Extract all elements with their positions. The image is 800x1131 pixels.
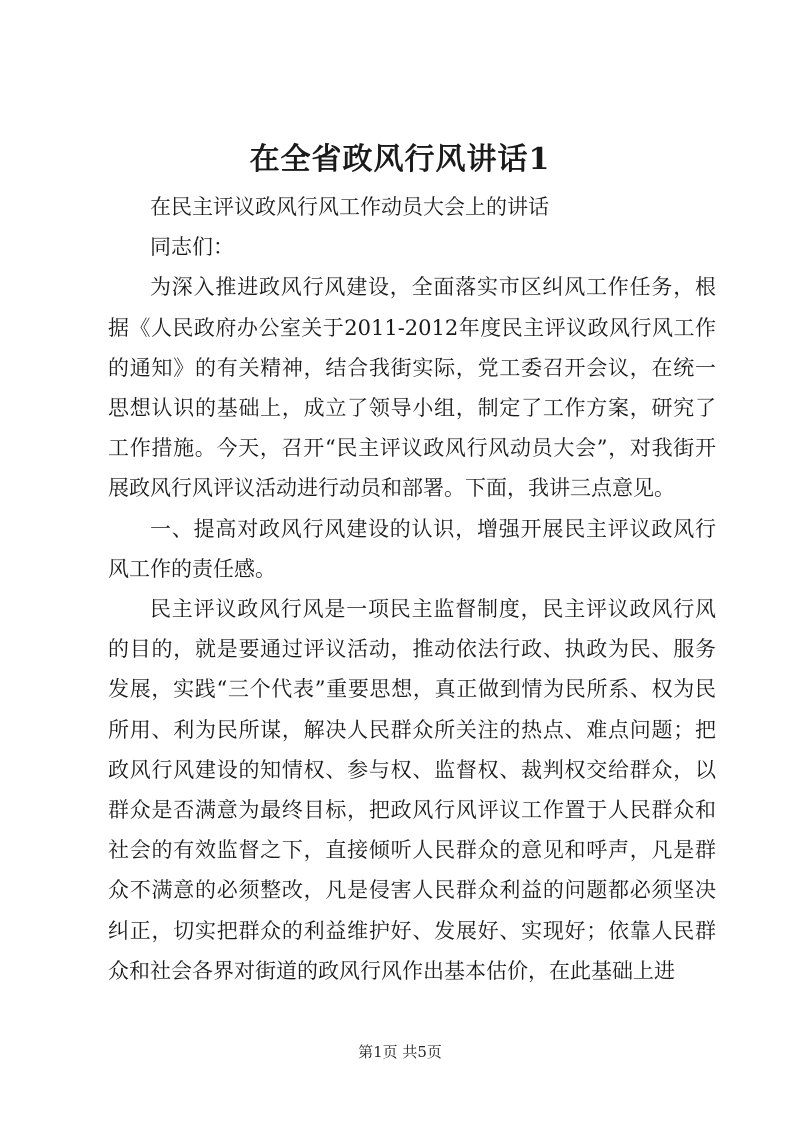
section-heading-1: 一、提高对政风行风建设的认识，增强开展民主评议政风行风工作的责任感。 (108, 516, 716, 581)
paragraph-intro: 为深入推进政风行风建设，全面落实市区纠风工作任务，根据《人民政府办公室关于2011-2012年度民主评议政风行风工作的通知》的有关精神，结合我街实际，党工委召开会议，在统一思想认识的基础上，成立了领导小组，制定了工作方案，研究了工作措施。今天，召开“民主评议政风行风动员大会”，对我街开展政风行风评议活动进行动员和部署。下面，我讲三点意见。 (108, 275, 716, 501)
document-body (108, 187, 716, 991)
paragraph-section-1: 民主评议政风行风是一项民主监督制度，民主评议政风行风的目的，就是要通过评议活动，推动依法行政、执政为民、服务发展，实践“三个代表”重要思想，真正做到情为民所系、权为民所用、利为民所谋，解决人民群众所关注的热点、难点问题；把政风行风建设的知情权、参与权、监督权、裁判权交给群众，以群众是否满意为最终目标，把政风行风评议工作置于人民群众和社会的有效监督之下，直接倾听人民群众的意见和呼声，凡是群众不满意的必须整改，凡是侵害人民群众利益的问题都必须坚决纠正，切实把群众的利益维护好、发展好、实现好；依靠人民群众和社会各界对街道的政风行风作出基本估价，在此基础上进 (108, 597, 716, 983)
speech-heading: 在民主评议政风行风工作动员大会上的讲话 (150, 195, 549, 219)
salutation: 同志们： (150, 235, 234, 260)
document-title: 在全省政风行风讲话1 (249, 142, 551, 177)
page-footer: 第1页 共5页 (358, 1043, 442, 1061)
